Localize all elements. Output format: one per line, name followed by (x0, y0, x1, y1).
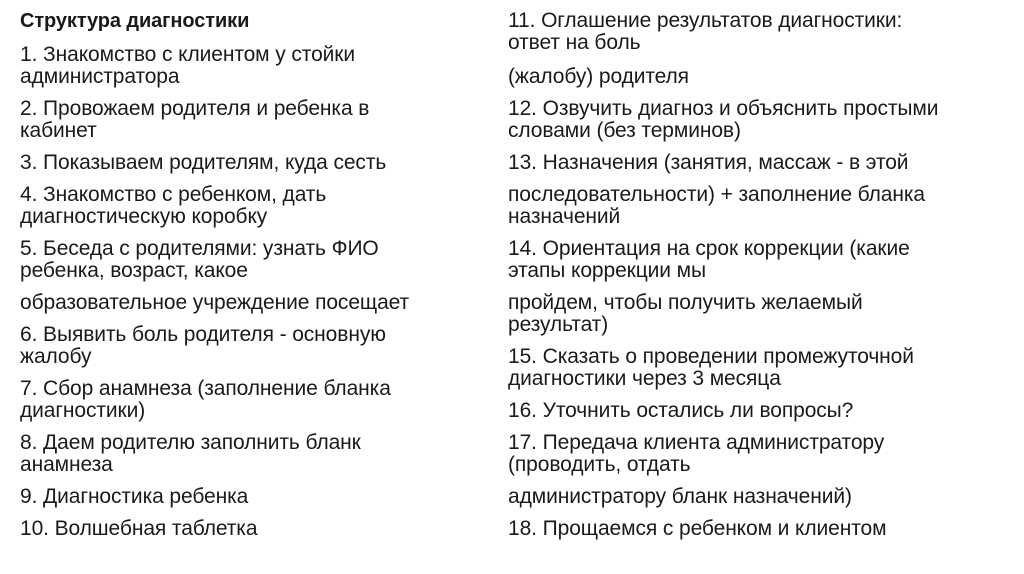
list-line: администратору бланк назначений) (508, 485, 852, 508)
list-line: 15. Сказать о проведении промежуточной (508, 345, 914, 368)
list-line: 16. Уточнить остались ли вопросы? (508, 399, 854, 422)
document-title: Структура диагностики (20, 10, 250, 32)
list-line: 13. Назначения (занятия, массаж - в этой (508, 151, 909, 174)
list-line: ответ на боль (508, 31, 641, 54)
list-line: пройдем, чтобы получить желаемый (508, 291, 863, 314)
list-line: образовательное учреждение посещает (20, 291, 410, 314)
list-line: жалобу (20, 345, 92, 368)
list-line: 8. Даем родителю заполнить бланк (20, 431, 361, 454)
list-line: 1. Знакомство с клиентом у стойки (20, 43, 355, 66)
list-line: диагностики) (20, 399, 146, 422)
list-line: 7. Сбор анамнеза (заполнение бланка (20, 377, 391, 400)
list-line: 18. Прощаемся с ребенком и клиентом (508, 517, 887, 540)
list-line: 5. Беседа с родителями: узнать ФИО (20, 237, 379, 260)
list-line: диагностическую коробку (20, 205, 268, 228)
list-line: словами (без терминов) (508, 119, 741, 142)
list-line: 14. Ориентация на срок коррекции (какие (508, 237, 910, 260)
list-line: 12. Озвучить диагноз и объяснить простыми (508, 97, 939, 120)
list-line: кабинет (20, 119, 97, 142)
list-line: последовательности) + заполнение бланка (508, 183, 926, 206)
list-line: (жалобу) родителя (508, 65, 689, 88)
list-line: ребенка, возраст, какое (20, 259, 248, 282)
list-line: анамнеза (20, 453, 113, 476)
list-line: этапы коррекции мы (508, 259, 706, 282)
list-line: 4. Знакомство с ребенком, дать (20, 183, 327, 206)
list-line: диагностики через 3 месяца (508, 367, 781, 390)
list-line: назначений (508, 205, 621, 228)
list-line: 17. Передача клиента администратору (508, 431, 885, 454)
list-line: 9. Диагностика ребенка (20, 485, 249, 508)
list-line: (проводить, отдать (508, 453, 691, 476)
list-line: администратора (20, 65, 180, 88)
list-line: результат) (508, 313, 609, 336)
list-line: 11. Оглашение результатов диагностики: (508, 9, 903, 32)
list-line: 3. Показываем родителям, куда сесть (20, 151, 387, 174)
list-line: 10. Волшебная таблетка (20, 517, 258, 540)
list-line: 2. Провожаем родителя и ребенка в (20, 97, 370, 120)
list-line: 6. Выявить боль родителя - основную (20, 323, 386, 346)
